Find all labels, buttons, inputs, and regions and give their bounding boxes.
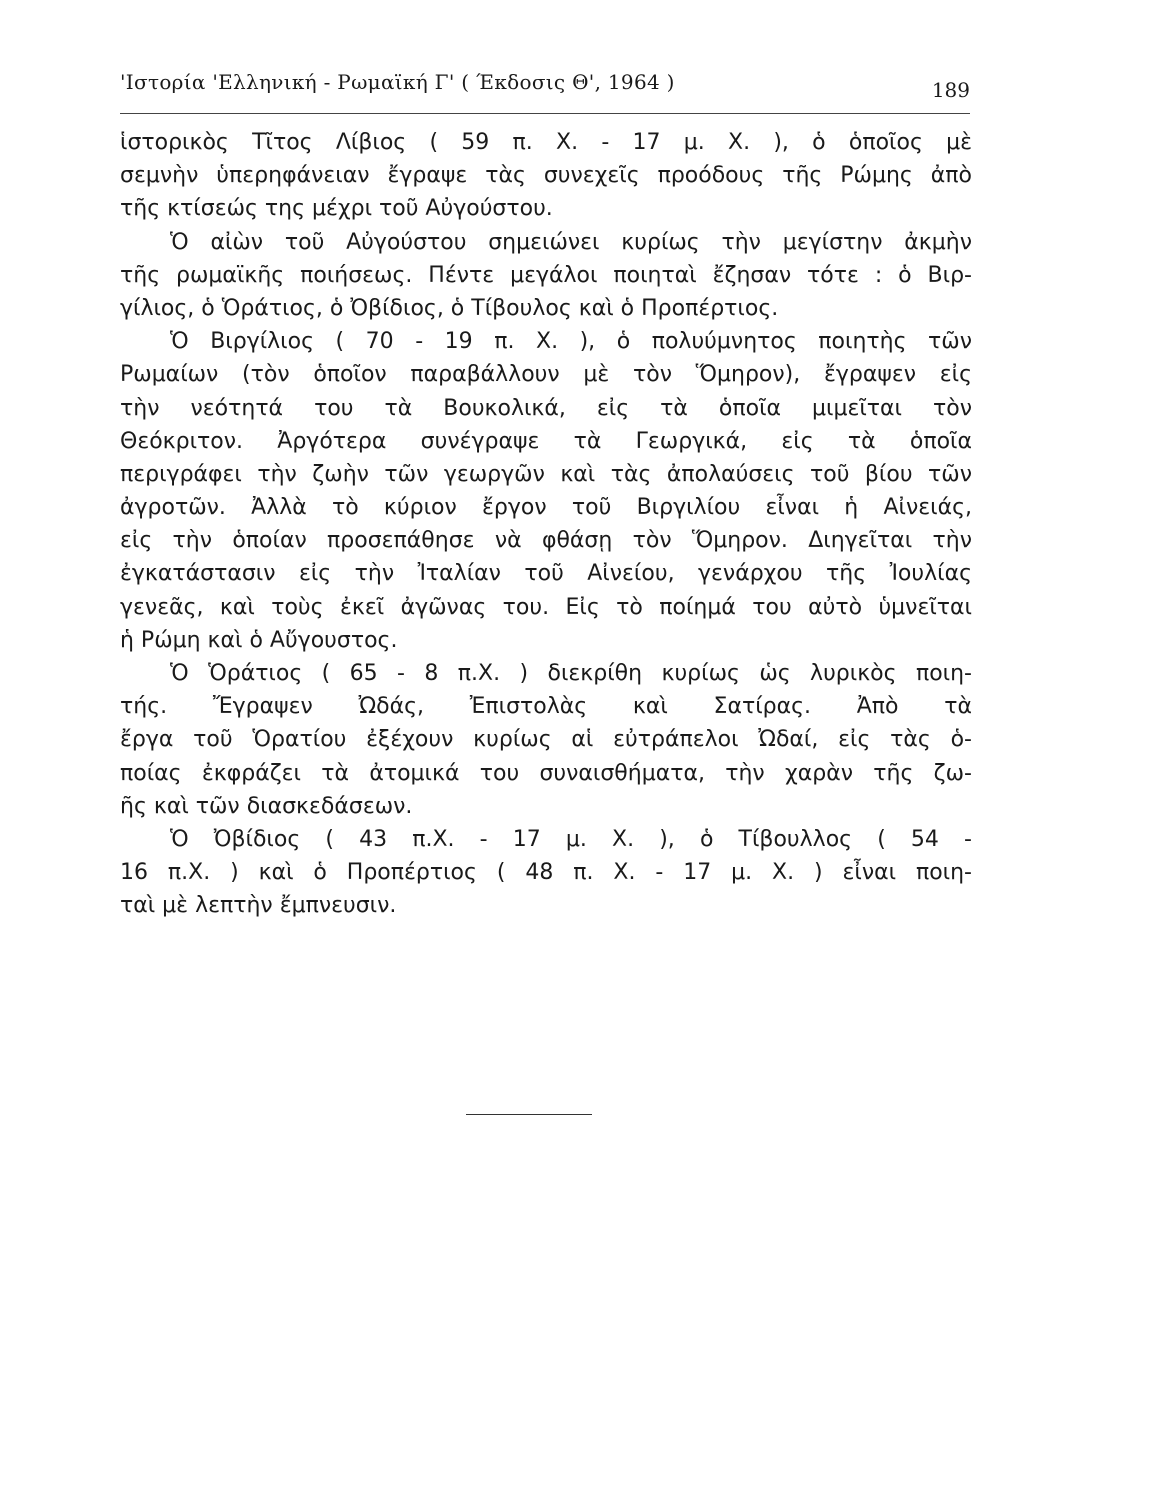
text-line: περιγράφει τὴν ζωὴν τῶν γεωργῶν καὶ τὰς ἀπολαύσεις τοῦ βίου τῶν [120,461,972,487]
text-line: γενεᾶς, καὶ τοὺς ἐκεῖ ἀγῶνας του. Εἰς τὸ ποίημά του αὐτὸ ὑμνεῖται [120,594,972,620]
text-line: σεμνὴν ὑπερηφάνειαν ἔγραψε τὰς συνεχεῖς προόδους τῆς Ρώμης ἀπὸ [120,163,972,189]
header-divider [120,113,970,114]
text-line: 16 π.Χ. ) καὶ ὁ Προπέρτιος ( 48 π. Χ. - 17 μ. Χ. ) εἶναι ποιη- [120,860,972,886]
page-number: 189 [931,78,970,102]
text-line: γίλιος, ὁ Ὁράτιος, ὁ Ὀβίδιος, ὁ Τίβουλος καὶ ὁ Προπέρτιος. [120,295,779,321]
text-line: τής. Ἔγραψεν Ὠδάς, Ἐπιστολὰς καὶ Σατίρας. Ἀπὸ τὰ [120,694,972,720]
text-line: ταὶ μὲ λεπτὴν ἔμπνευσιν. [120,893,397,919]
text-line: Ὁ Ὁράτιος ( 65 - 8 π.Χ. ) διεκρίθη κυρίως ὡς λυρικὸς ποιη- [170,661,972,686]
running-title: 'Ιστορία 'Ελληνική - Ρωμαϊκή Γ' ( Έκδοσις Θ', 1964 ) [120,70,675,94]
text-line: Ὁ Ὀβίδιος ( 43 π.Χ. - 17 μ. Χ. ), ὁ Τίβουλλος ( 54 - [170,826,972,852]
text-line: Ρωμαίων (τὸν ὁποῖον παραβάλλουν μὲ τὸν Ὅμηρον), ἔγραψεν εἰς [120,362,972,388]
text-line: τῆς ρωμαϊκῆς ποιήσεως. Πέντε μεγάλοι ποιηταὶ ἔζησαν τότε : ὁ Βιρ- [120,262,972,288]
text-line: ἀγροτῶν. Ἀλλὰ τὸ κύριον ἔργον τοῦ Βιργιλίου εἶναι ἡ Αἰνειάς, [120,495,972,521]
text-line: ἔργα τοῦ Ὁρατίου ἐξέχουν κυρίως αἱ εὐτράπελοι Ὠδαί, εἰς τὰς ὁ- [120,727,972,753]
text-line: Ὁ Βιργίλιος ( 70 - 19 π. Χ. ), ὁ πολυύμνητος ποιητὴς τῶν [170,329,972,355]
end-of-section-rule [466,1114,592,1115]
text-line: τὴν νεότητά του τὰ Βουκολικά, εἰς τὰ ὁποῖα μιμεῖται τὸν [120,395,972,421]
text-line: ἡ Ρώμη καὶ ὁ Αὔγουστος. [120,627,398,653]
text-line: ῆς καὶ τῶν διασκεδάσεων. [120,793,413,819]
text-line: εἰς τὴν ὁποίαν προσεπάθησε νὰ φθάσῃ τὸν Ὅμηρον. Διηγεῖται τὴν [120,528,972,554]
text-line: Θεόκριτον. Ἀργότερα συνέγραψε τὰ Γεωργικά, εἰς τὰ ὁποῖα [120,428,972,454]
text-line: ἐγκατάστασιν εἰς τὴν Ἰταλίαν τοῦ Αἰνείου, γενάρχου τῆς Ἰουλίας [120,561,972,587]
text-line: ποίας ἐκφράζει τὰ ἀτομικά του συναισθήματα, τὴν χαρὰν τῆς ζω- [120,760,972,786]
text-line: ἱστορικὸς Τῖτος Λίβιος ( 59 π. Χ. - 17 μ. Χ. ), ὁ ὁποῖος μὲ [120,130,972,155]
main-text [120,126,972,923]
text-line: Ὁ αἰὼν τοῦ Αὐγούστου σημειώνει κυρίως τὴν μεγίστην ἀκμὴν [170,229,972,255]
page-header [120,70,970,110]
text-line: τῆς κτίσεώς της μέχρι τοῦ Αὐγούστου. [120,196,553,222]
